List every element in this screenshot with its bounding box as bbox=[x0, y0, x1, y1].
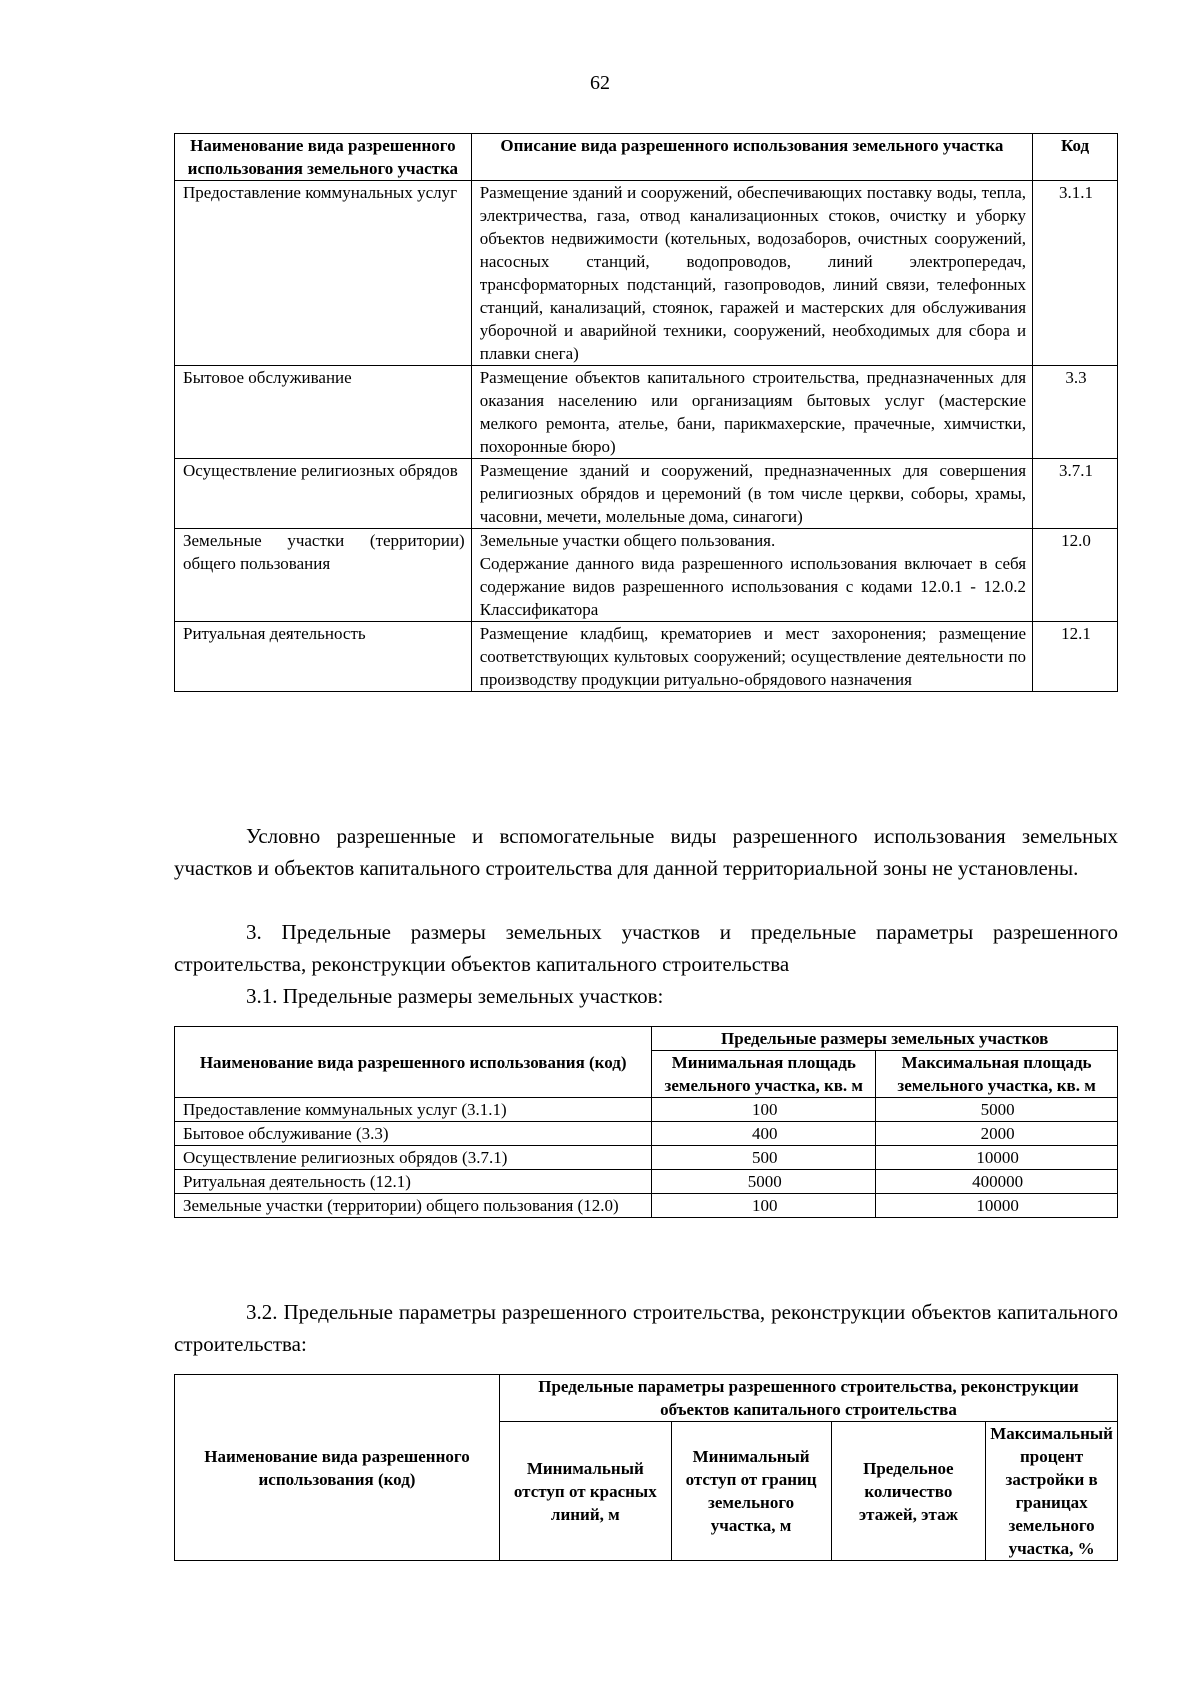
use-name: Осуществление религиозных обрядов bbox=[175, 459, 472, 529]
header-min-area: Минимальная площадь земельного участка, кв. м bbox=[652, 1051, 876, 1098]
paragraph-conditional-uses: Условно разрешенные и вспомогательные виды разрешенного использования земельных участков и объектов капитального строительства для данной территориальной зоны не установлены. bbox=[174, 824, 1118, 880]
header-use-name: Наименование вида разрешенного использования (код) bbox=[175, 1375, 500, 1561]
min-area: 100 bbox=[652, 1194, 876, 1218]
max-area: 5000 bbox=[876, 1098, 1118, 1122]
min-area: 400 bbox=[652, 1122, 876, 1146]
min-area: 5000 bbox=[652, 1170, 876, 1194]
table-row bbox=[175, 366, 1118, 459]
paragraph-section-3: 3. Предельные размеры земельных участков и предельные параметры разрешенного строительства, реконструкции объектов капитального строительства bbox=[174, 920, 1118, 976]
use-code: 12.0 bbox=[1033, 529, 1118, 622]
use-description-line: Содержание данного вида разрешенного использования включает в себя содержание видов разрешенного использования с кодами 12.0.1 - 12.0.2 Классификатора bbox=[479, 554, 1027, 619]
header-use-name: Наименование вида разрешенного использования (код) bbox=[175, 1027, 652, 1098]
table-header-row bbox=[175, 134, 1118, 181]
paragraph-section-3-2: 3.2. Предельные параметры разрешенного строительства, реконструкции объектов капитального строительства: bbox=[174, 1300, 1118, 1356]
use-description-line: Земельные участки общего пользования. bbox=[479, 531, 776, 550]
table-row bbox=[175, 1098, 1118, 1122]
header-max-coverage: Максимальный процент застройки в границах земельного участка, % bbox=[986, 1422, 1118, 1561]
page-number: 62 bbox=[590, 72, 610, 94]
table-row bbox=[175, 459, 1118, 529]
use-name: Бытовое обслуживание (3.3) bbox=[175, 1122, 652, 1146]
use-code: 12.1 bbox=[1033, 622, 1118, 692]
use-description bbox=[471, 529, 1032, 622]
permitted-use-table bbox=[174, 133, 1118, 692]
use-name: Предоставление коммунальных услуг (3.1.1) bbox=[175, 1098, 652, 1122]
use-name: Ритуальная деятельность bbox=[175, 622, 472, 692]
max-area: 400000 bbox=[876, 1170, 1118, 1194]
use-code: 3.7.1 bbox=[1033, 459, 1118, 529]
use-name: Земельные участки (территории) общего пользования bbox=[175, 529, 472, 622]
min-area: 100 bbox=[652, 1098, 876, 1122]
table-row bbox=[175, 622, 1118, 692]
use-description: Размещение зданий и сооружений, предназначенных для совершения религиозных обрядов и церемоний (в том числе церкви, соборы, храмы, часовни, мечети, молельные дома, синагоги) bbox=[471, 459, 1032, 529]
use-name: Бытовое обслуживание bbox=[175, 366, 472, 459]
header-use-name: Наименование вида разрешенного использования земельного участка bbox=[175, 134, 472, 181]
use-code: 3.1.1 bbox=[1033, 181, 1118, 366]
max-area: 10000 bbox=[876, 1146, 1118, 1170]
table-row bbox=[175, 1122, 1118, 1146]
header-max-floors: Предельное количество этажей, этаж bbox=[831, 1422, 986, 1561]
use-name: Осуществление религиозных обрядов (3.7.1) bbox=[175, 1146, 652, 1170]
use-description: Размещение объектов капитального строительства, предназначенных для оказания населению или организациям бытовых услуг (мастерские мелкого ремонта, ателье, бани, парикмахерские, прачечные, химчистки, похоронные бюро) bbox=[471, 366, 1032, 459]
header-boundary-setback: Минимальный отступ от границ земельного участка, м bbox=[671, 1422, 831, 1561]
table-header-row bbox=[175, 1027, 1118, 1051]
max-area: 2000 bbox=[876, 1122, 1118, 1146]
min-area: 500 bbox=[652, 1146, 876, 1170]
header-plot-size-group: Предельные размеры земельных участков bbox=[652, 1027, 1118, 1051]
use-name: Земельные участки (территории) общего пользования (12.0) bbox=[175, 1194, 652, 1218]
max-area: 10000 bbox=[876, 1194, 1118, 1218]
use-description: Размещение кладбищ, крематориев и мест захоронения; размещение соответствующих культовых сооружений; осуществление деятельности по производству продукции ритуально-обрядового назначения bbox=[471, 622, 1032, 692]
table-row bbox=[175, 181, 1118, 366]
header-code: Код bbox=[1033, 134, 1118, 181]
header-max-area: Максимальная площадь земельного участка, кв. м bbox=[876, 1051, 1118, 1098]
table-row bbox=[175, 1194, 1118, 1218]
header-use-description: Описание вида разрешенного использования земельного участка bbox=[471, 134, 1032, 181]
header-red-lines-setback: Минимальный отступ от красных линий, м bbox=[499, 1422, 671, 1561]
use-name: Ритуальная деятельность (12.1) bbox=[175, 1170, 652, 1194]
table-header-row bbox=[175, 1375, 1118, 1422]
header-params-group: Предельные параметры разрешенного строительства, реконструкции объектов капитального строительства bbox=[499, 1375, 1117, 1422]
use-description: Размещение зданий и сооружений, обеспечивающих поставку воды, тепла, электричества, газа, отвод канализационных стоков, очистку и уборку объектов недвижимости (котельных, водозаборов, очистных сооружений, насосных станций, водопроводов, линий электропередач, трансформаторных подстанций, газопроводов, линий связи, телефонных станций, канализаций, стоянок, гаражей и мастерских для обслуживания уборочной и аварийной техники, сооружений, необходимых для сбора и плавки снега) bbox=[471, 181, 1032, 366]
table-row bbox=[175, 1170, 1118, 1194]
table-row bbox=[175, 529, 1118, 622]
paragraph-section-3-1: 3.1. Предельные размеры земельных участков: bbox=[246, 984, 664, 1008]
use-name: Предоставление коммунальных услуг bbox=[175, 181, 472, 366]
plot-size-table bbox=[174, 1026, 1118, 1218]
table-row bbox=[175, 1146, 1118, 1170]
construction-params-table bbox=[174, 1374, 1118, 1561]
use-code: 3.3 bbox=[1033, 366, 1118, 459]
